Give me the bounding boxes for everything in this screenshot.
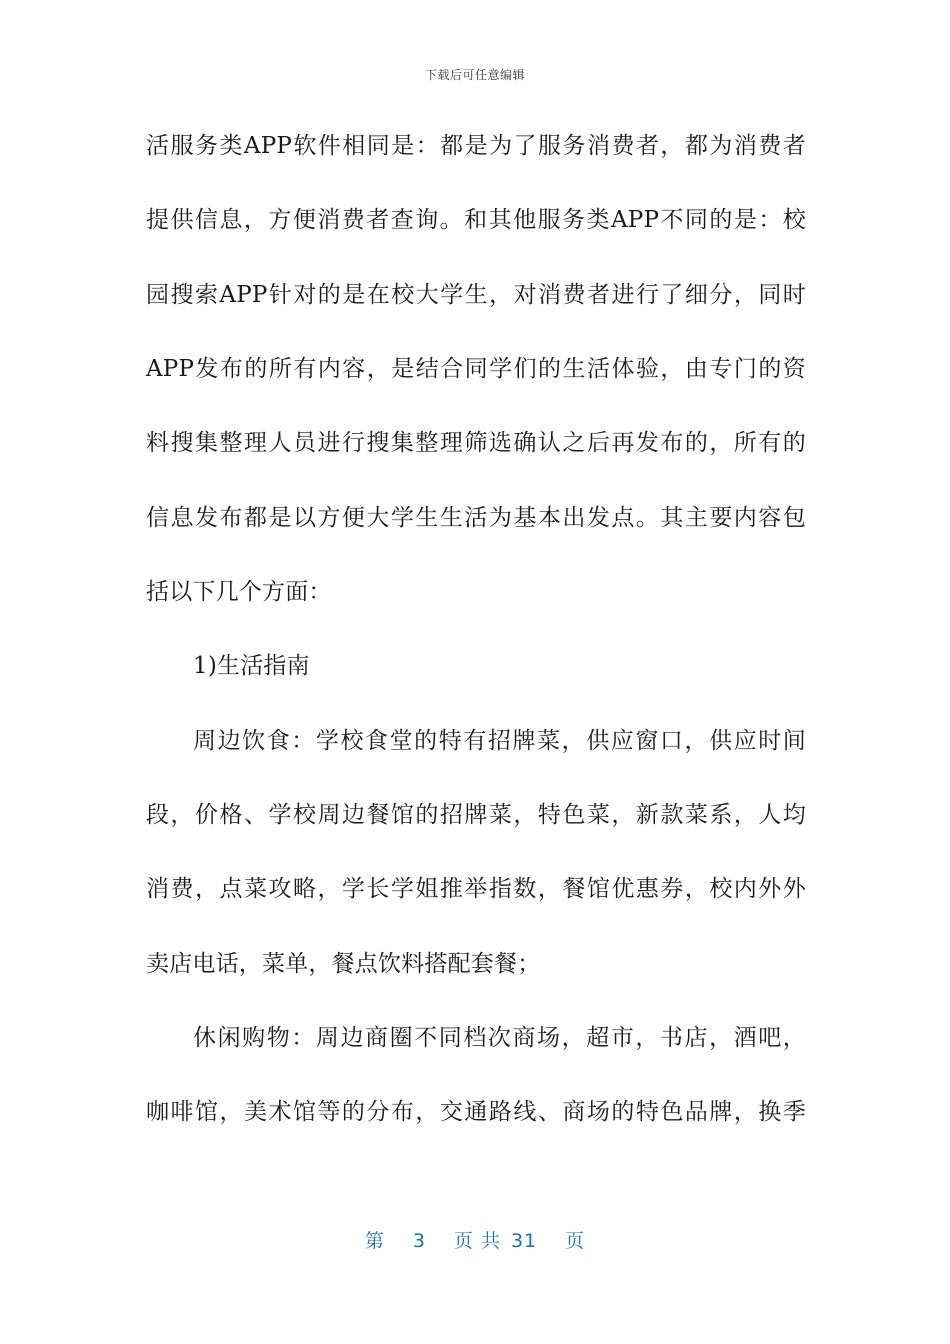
body-line-4: APP发布的所有内容，是结合同学们的生活体验，由专门的资: [146, 356, 806, 382]
total-pages-number: 31: [510, 1230, 538, 1252]
footer-middle: 页 共: [453, 1230, 501, 1252]
body-line-10: 段，价格、学校周边餐馆的招牌菜，特色菜，新款菜系，人均: [146, 802, 806, 828]
body-line-9: 周边饮食：学校食堂的特有招牌菜，供应窗口，供应时间: [193, 728, 806, 754]
body-line-11: 消费，点菜攻略，学长学姐推举指数，餐馆优惠券，校内外外: [146, 876, 806, 902]
body-line-7: 括以下几个方面：: [146, 579, 332, 605]
page-footer: [0, 1226, 950, 1253]
body-line-13: 休闲购物：周边商圈不同档次商场，超市，书店，酒吧，: [193, 1025, 806, 1051]
body-line-1: 活服务类APP软件相同是：都是为了服务消费者，都为消费者: [146, 133, 806, 159]
body-line-3: 园搜索APP针对的是在校大学生，对消费者进行了细分，同时: [146, 282, 806, 308]
body-line-5: 料搜集整理人员进行搜集整理筛选确认之后再发布的，所有的: [146, 430, 806, 456]
body-line-14: 咖啡馆，美术馆等的分布，交通路线、商场的特色品牌，换季: [146, 1099, 806, 1125]
header-note: 下载后可任意编辑: [424, 68, 525, 82]
body-line-12: 卖店电话，菜单，餐点饮料搭配套餐；: [146, 951, 541, 977]
footer-prefix: 第: [364, 1230, 385, 1252]
body-line-2: 提供信息，方便消费者查询。和其他服务类APP不同的是：校: [146, 207, 806, 233]
current-page-number: 3: [412, 1230, 426, 1252]
body-line-6: 信息发布都是以方便大学生生活为基本出发点。其主要内容包: [146, 505, 806, 531]
footer-suffix: 页: [565, 1230, 586, 1252]
section-heading: 1)生活指南: [193, 653, 310, 679]
